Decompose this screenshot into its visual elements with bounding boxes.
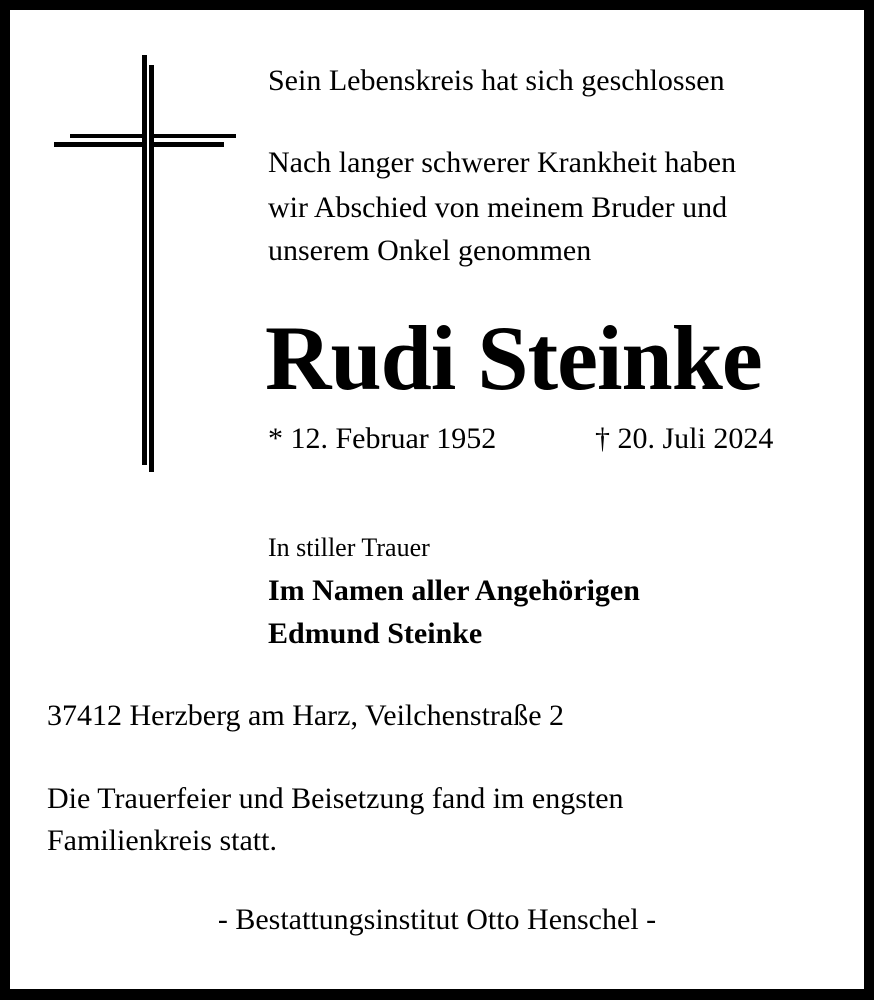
funeral-note-line: Familienkreis statt. xyxy=(47,824,277,857)
message-line: wir Abschied von meinem Bruder und xyxy=(268,191,728,224)
undertaker: - Bestattungsinstitut Otto Henschel - xyxy=(217,903,657,936)
deceased-name: Rudi Steinke xyxy=(265,307,762,409)
intro-text: Sein Lebenskreis hat sich geschlossen xyxy=(268,64,725,97)
birth-date: * 12. Februar 1952 xyxy=(268,422,497,455)
message-line: unserem Onkel genommen xyxy=(268,234,592,267)
address: 37412 Herzberg am Harz, Veilchenstraße 2 xyxy=(47,699,565,732)
funeral-note-line: Die Trauerfeier und Beisetzung fand im engsten xyxy=(47,782,624,815)
signer-line: Im Namen aller Angehörigen xyxy=(268,574,640,607)
message-line: Nach langer schwerer Krankheit haben xyxy=(268,146,737,179)
death-date: † 20. Juli 2024 xyxy=(595,422,774,455)
mourning-text: In stiller Trauer xyxy=(268,533,430,562)
signer-line: Edmund Steinke xyxy=(268,617,483,650)
